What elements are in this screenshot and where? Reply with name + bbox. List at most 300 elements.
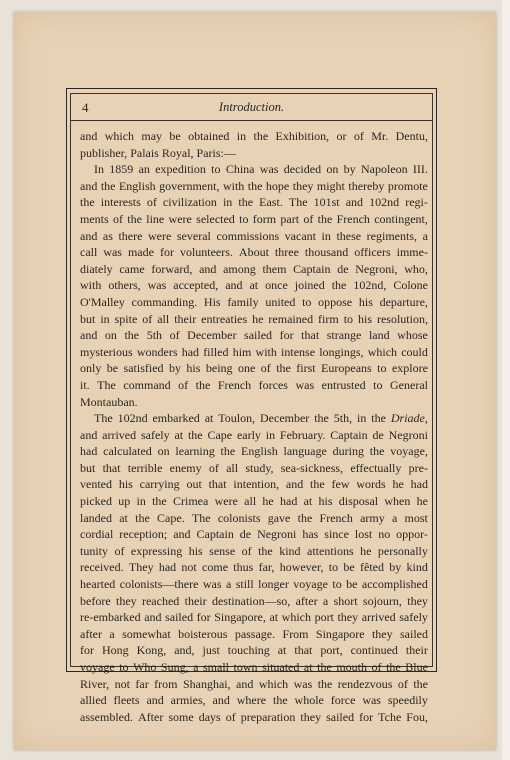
word: de bbox=[372, 427, 384, 442]
word: with bbox=[255, 344, 277, 359]
word: not bbox=[114, 676, 130, 691]
word: From bbox=[282, 626, 309, 641]
word: his bbox=[118, 477, 133, 492]
word: he bbox=[360, 543, 372, 558]
word: at bbox=[249, 278, 259, 293]
text-line bbox=[80, 277, 428, 294]
word: he bbox=[392, 477, 404, 492]
word: during bbox=[332, 444, 364, 459]
text-line bbox=[80, 543, 428, 560]
word: a bbox=[322, 593, 329, 608]
word: only bbox=[80, 361, 102, 376]
word: spite bbox=[114, 311, 138, 326]
word: Crimea bbox=[173, 494, 209, 509]
word: and bbox=[285, 477, 304, 492]
word: of bbox=[114, 543, 125, 558]
word: who, bbox=[404, 261, 428, 276]
word: The bbox=[94, 411, 113, 426]
word: Kong, bbox=[136, 643, 167, 658]
word: were bbox=[214, 494, 238, 509]
word: Hong bbox=[101, 643, 129, 658]
word: the bbox=[310, 477, 325, 492]
word: kind bbox=[406, 560, 428, 575]
word: reached bbox=[141, 593, 180, 608]
word: French bbox=[217, 377, 252, 392]
word: departure, bbox=[379, 294, 428, 309]
word: lost bbox=[354, 527, 373, 542]
word: passage. bbox=[234, 626, 276, 641]
word: remained bbox=[268, 311, 314, 326]
page-header bbox=[70, 95, 433, 121]
text-line bbox=[80, 427, 428, 444]
word: and bbox=[212, 693, 230, 708]
word: Captain bbox=[293, 261, 331, 276]
word: In bbox=[94, 162, 104, 177]
word: or bbox=[336, 129, 347, 143]
word: as bbox=[102, 228, 113, 243]
word: cordial bbox=[80, 527, 114, 542]
word: of bbox=[260, 361, 271, 376]
word: 102nd, bbox=[353, 278, 387, 293]
word: 1859 bbox=[109, 162, 134, 177]
word: His bbox=[203, 294, 221, 309]
word: command bbox=[123, 377, 171, 392]
word: situated bbox=[262, 660, 300, 674]
word: Cape bbox=[207, 427, 233, 442]
word: of bbox=[178, 377, 189, 392]
word: terrible bbox=[127, 460, 163, 475]
word: was bbox=[147, 278, 167, 293]
word: were bbox=[148, 228, 172, 243]
word: small bbox=[203, 660, 229, 674]
word: Negroni bbox=[388, 427, 428, 442]
word: was bbox=[103, 245, 122, 260]
word: pre- bbox=[408, 460, 428, 475]
word: voyage bbox=[293, 577, 328, 592]
word: the bbox=[258, 543, 273, 558]
word: boisterous bbox=[178, 626, 228, 641]
word: that bbox=[208, 477, 227, 492]
word: the bbox=[371, 411, 386, 426]
word: early bbox=[236, 427, 261, 442]
word: before bbox=[80, 593, 111, 608]
word: land bbox=[368, 328, 390, 343]
word: Palais bbox=[130, 145, 159, 160]
word: accomplished bbox=[361, 577, 428, 592]
word: Who bbox=[133, 660, 157, 674]
word: The bbox=[288, 195, 308, 210]
word: short bbox=[333, 593, 358, 608]
word: their bbox=[174, 311, 197, 326]
word: thereby bbox=[348, 178, 385, 193]
text-line bbox=[80, 194, 428, 211]
word: French bbox=[336, 211, 370, 226]
body-text bbox=[80, 128, 428, 725]
word: of bbox=[208, 460, 219, 475]
word: at bbox=[277, 643, 287, 658]
word: longer bbox=[258, 577, 289, 592]
word: arrived bbox=[361, 610, 396, 625]
word: to bbox=[343, 311, 354, 326]
word: of bbox=[397, 676, 408, 691]
word: study, bbox=[245, 460, 274, 475]
word: has bbox=[302, 527, 319, 542]
word: interests bbox=[100, 195, 141, 210]
word: oppor- bbox=[396, 527, 428, 542]
word: sailed bbox=[244, 328, 273, 343]
word: commanding. bbox=[131, 294, 198, 309]
word: of bbox=[225, 709, 236, 724]
word: when bbox=[384, 494, 411, 509]
word: him bbox=[232, 344, 252, 359]
word: sailed bbox=[399, 626, 428, 641]
text-line bbox=[80, 593, 428, 610]
word: III. bbox=[412, 162, 428, 177]
text-line bbox=[80, 261, 428, 278]
word: in bbox=[136, 494, 146, 509]
text-line bbox=[80, 493, 428, 510]
word: resolution, bbox=[376, 311, 428, 326]
word: Royal, bbox=[161, 145, 194, 160]
word: one bbox=[237, 361, 256, 376]
word: East. bbox=[259, 195, 283, 210]
word: had bbox=[410, 477, 428, 492]
word: he bbox=[262, 494, 274, 509]
word: was bbox=[202, 577, 222, 592]
word: decided bbox=[283, 162, 322, 177]
word: whole bbox=[294, 693, 324, 708]
word: a bbox=[109, 626, 115, 641]
word: part bbox=[280, 211, 300, 226]
word: de bbox=[239, 527, 252, 542]
word: line bbox=[146, 211, 165, 226]
text-line bbox=[80, 609, 428, 626]
word: officers bbox=[354, 245, 391, 260]
text-line bbox=[80, 642, 428, 659]
word: and bbox=[146, 693, 164, 708]
word: obtained bbox=[188, 129, 230, 143]
word: army bbox=[360, 510, 385, 525]
word: for bbox=[359, 709, 374, 724]
word: in bbox=[100, 311, 110, 326]
word: in bbox=[222, 195, 233, 210]
word: to bbox=[119, 660, 129, 674]
word: the bbox=[272, 693, 288, 708]
word: destination—so, bbox=[211, 593, 291, 608]
word: a bbox=[391, 510, 398, 525]
word: be bbox=[169, 129, 181, 143]
word: vacant bbox=[284, 228, 316, 243]
text-line bbox=[80, 128, 428, 145]
word: to bbox=[373, 377, 383, 392]
word: by bbox=[168, 361, 181, 376]
word: voyage, bbox=[390, 444, 428, 459]
word: in bbox=[236, 129, 247, 143]
word: to bbox=[302, 294, 312, 309]
word: were bbox=[168, 211, 192, 226]
word: at bbox=[119, 510, 128, 525]
word: December bbox=[260, 411, 310, 426]
word: February. bbox=[279, 427, 326, 442]
word: the bbox=[195, 377, 211, 392]
word: in bbox=[265, 427, 276, 442]
word: and bbox=[80, 129, 98, 143]
word: mouth bbox=[336, 660, 367, 674]
word: firm bbox=[318, 311, 339, 326]
word: the bbox=[135, 510, 150, 525]
word: After bbox=[138, 709, 164, 724]
word: the bbox=[413, 676, 428, 691]
word: explore bbox=[391, 361, 428, 376]
word: civilization bbox=[162, 195, 217, 210]
word: disposal bbox=[338, 494, 379, 509]
word: imme- bbox=[396, 245, 428, 260]
word: where bbox=[236, 693, 267, 708]
word: of bbox=[112, 211, 123, 226]
word: to bbox=[332, 577, 342, 592]
word: wonders bbox=[136, 344, 178, 359]
word: Blue bbox=[405, 660, 428, 674]
word: embarked bbox=[152, 411, 200, 426]
word: sojourn, bbox=[362, 593, 402, 608]
text-line bbox=[80, 510, 428, 527]
word: diately bbox=[80, 261, 113, 276]
word: regiments, bbox=[366, 228, 417, 243]
word: assembled. bbox=[80, 709, 133, 724]
word: there bbox=[118, 228, 143, 243]
text-line bbox=[80, 526, 428, 543]
text-line bbox=[80, 443, 428, 460]
word: publisher, bbox=[80, 145, 128, 160]
word: of bbox=[303, 211, 314, 226]
word: first bbox=[296, 361, 316, 376]
word: and bbox=[236, 676, 254, 691]
word: the bbox=[100, 178, 116, 193]
word: words bbox=[356, 477, 386, 492]
word: which bbox=[367, 344, 398, 359]
word: mysterious bbox=[80, 344, 133, 359]
word: enemy bbox=[169, 460, 202, 475]
word: all bbox=[157, 311, 170, 326]
word: longings, bbox=[319, 344, 364, 359]
word: far bbox=[135, 676, 149, 691]
word: continued bbox=[350, 643, 398, 658]
word: Negroni, bbox=[355, 261, 398, 276]
word: strange bbox=[326, 328, 362, 343]
word: which bbox=[281, 610, 311, 625]
word: sea-sickness, bbox=[280, 460, 344, 475]
word: at bbox=[204, 411, 214, 426]
word: and bbox=[80, 228, 98, 243]
word: sailed bbox=[165, 610, 194, 625]
word: received. bbox=[80, 560, 124, 575]
text-line bbox=[80, 344, 428, 361]
word: English bbox=[118, 178, 156, 193]
word: few bbox=[331, 477, 350, 492]
word: the bbox=[124, 328, 140, 343]
word: armies, bbox=[170, 693, 206, 708]
word: these bbox=[336, 228, 362, 243]
text-line bbox=[80, 626, 428, 643]
word: colonists bbox=[217, 510, 261, 525]
word: kind bbox=[279, 543, 301, 558]
word: arrived bbox=[102, 427, 137, 442]
word: carrying bbox=[139, 477, 180, 492]
word: Singapore bbox=[315, 626, 365, 641]
text-line bbox=[80, 692, 428, 709]
text-line bbox=[80, 311, 428, 328]
word: satisfied bbox=[123, 361, 164, 376]
word: China bbox=[225, 162, 255, 177]
word: be bbox=[106, 361, 119, 376]
word: and bbox=[345, 195, 364, 210]
word: for bbox=[159, 245, 174, 260]
word: accepted, bbox=[173, 278, 219, 293]
word: Dentu, bbox=[395, 129, 428, 143]
word: that bbox=[301, 328, 320, 343]
word: not bbox=[181, 560, 197, 575]
word: and bbox=[144, 610, 162, 625]
word: days bbox=[198, 709, 221, 724]
word: the bbox=[331, 278, 347, 293]
word: French bbox=[319, 510, 353, 525]
word: for bbox=[80, 643, 94, 658]
word: far, bbox=[258, 560, 275, 575]
word: speedily bbox=[387, 693, 428, 708]
word: preparation bbox=[240, 709, 296, 724]
text-line bbox=[80, 360, 428, 377]
text-line bbox=[80, 659, 428, 676]
word: touching bbox=[227, 643, 270, 658]
page-number: 4 bbox=[82, 100, 89, 115]
word: at bbox=[303, 494, 313, 509]
word: gave bbox=[267, 510, 291, 525]
word: About bbox=[238, 245, 269, 260]
word: was bbox=[293, 676, 313, 691]
word: Tche bbox=[378, 709, 402, 724]
word: three bbox=[274, 245, 299, 260]
word: River, bbox=[80, 676, 110, 691]
word: regi- bbox=[405, 195, 428, 210]
word: was bbox=[362, 693, 381, 708]
word: the bbox=[317, 211, 333, 226]
word: and bbox=[173, 527, 191, 542]
word: Mr. bbox=[371, 129, 389, 143]
word: he bbox=[252, 311, 264, 326]
word: others, bbox=[108, 278, 141, 293]
word: and bbox=[199, 261, 217, 276]
word: they bbox=[115, 593, 137, 608]
word: may bbox=[141, 129, 163, 143]
word: 102nd bbox=[369, 195, 400, 210]
word: and bbox=[80, 427, 98, 442]
scan-backdrop bbox=[502, 0, 510, 760]
word: volunteers. bbox=[179, 245, 233, 260]
word: family bbox=[227, 294, 259, 309]
word: he bbox=[416, 494, 428, 509]
word: picked bbox=[80, 494, 112, 509]
word: calculated bbox=[103, 444, 152, 459]
word: to bbox=[211, 162, 221, 177]
word: port bbox=[314, 610, 334, 625]
word: in bbox=[321, 228, 331, 243]
word: personally bbox=[377, 543, 428, 558]
word: the bbox=[386, 660, 401, 674]
word: on bbox=[104, 328, 117, 343]
word: de bbox=[337, 261, 349, 276]
word: December bbox=[187, 328, 237, 343]
word: they bbox=[407, 593, 428, 608]
word: a bbox=[225, 577, 232, 592]
word: might bbox=[316, 178, 345, 193]
word: 101st bbox=[313, 195, 340, 210]
word: after bbox=[295, 593, 318, 608]
text-line bbox=[80, 294, 428, 311]
word: 5th, bbox=[333, 411, 353, 426]
word: forward, bbox=[151, 261, 193, 276]
word: of bbox=[142, 311, 153, 326]
word: at bbox=[269, 610, 279, 625]
word: by bbox=[343, 162, 356, 177]
word: landed bbox=[80, 510, 112, 525]
word: it. bbox=[80, 377, 90, 392]
word: the bbox=[80, 195, 95, 210]
word: Sung, bbox=[160, 660, 189, 674]
word: his bbox=[186, 361, 201, 376]
word: their bbox=[184, 593, 207, 608]
word: the bbox=[220, 444, 236, 459]
word: call bbox=[80, 245, 98, 260]
word: sailed bbox=[326, 709, 355, 724]
word: the bbox=[187, 427, 203, 442]
word: they bbox=[292, 178, 314, 193]
word: be bbox=[343, 560, 355, 575]
word: They bbox=[128, 560, 154, 575]
text-line bbox=[80, 161, 428, 178]
word: being bbox=[205, 361, 233, 376]
word: thus bbox=[233, 560, 254, 575]
word: and bbox=[225, 278, 243, 293]
word: entreaties bbox=[201, 311, 248, 326]
word: an bbox=[138, 162, 150, 177]
word: the bbox=[238, 195, 254, 210]
text-line bbox=[80, 676, 428, 693]
word: the bbox=[152, 494, 167, 509]
word: the bbox=[317, 676, 333, 691]
text-line bbox=[80, 211, 428, 228]
text-line bbox=[80, 327, 428, 344]
word: tunity bbox=[80, 543, 109, 558]
word: voyage bbox=[80, 660, 115, 674]
word: O'Malley bbox=[80, 294, 125, 309]
word: town bbox=[233, 660, 258, 674]
word: which bbox=[258, 676, 289, 691]
word: once bbox=[265, 278, 288, 293]
word: of bbox=[241, 543, 252, 558]
word: just bbox=[202, 643, 220, 658]
word: his bbox=[358, 311, 373, 326]
word: all bbox=[244, 494, 257, 509]
word: the bbox=[247, 178, 263, 193]
word: safely bbox=[140, 427, 170, 442]
word: Shanghai, bbox=[182, 676, 231, 691]
word: be bbox=[346, 577, 358, 592]
word: vented bbox=[80, 477, 112, 492]
word: had bbox=[181, 344, 200, 359]
word: to bbox=[239, 211, 249, 226]
word: attentions bbox=[307, 543, 354, 558]
word: with bbox=[80, 278, 102, 293]
